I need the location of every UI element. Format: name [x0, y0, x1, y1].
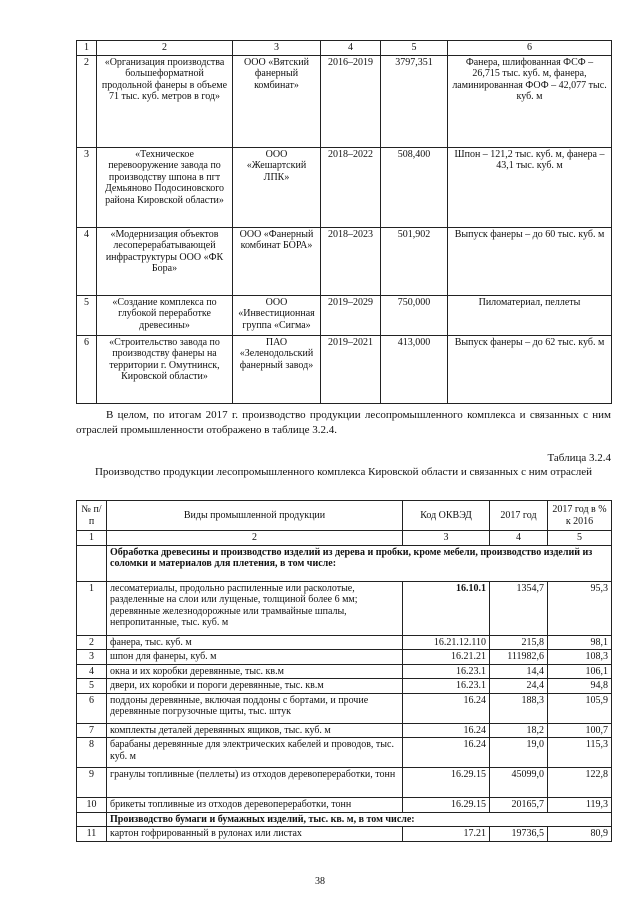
table-row	[77, 147, 612, 227]
header-cell: Виды промышленной продукции	[107, 501, 403, 531]
project-years: 2018–2022	[321, 147, 381, 227]
project-name: «Строительство завода по производству фанеры на территории г. Омутнинск, Кировской области»	[97, 335, 233, 403]
value-2017: 1354,7	[490, 581, 548, 635]
okved-code: 16.29.15	[403, 798, 490, 813]
row-number: 2	[77, 635, 107, 650]
okved-code: 16.23.1	[403, 664, 490, 679]
project-investor: ООО «Вятский фанерный комбинат»	[233, 55, 321, 147]
projects-table-header	[77, 41, 612, 56]
production-table-header	[77, 501, 612, 531]
product-name: брикеты топливные из отходов деревопереработки, тонн	[107, 798, 403, 813]
project-amount: 413,000	[381, 335, 448, 403]
project-years: 2018–2023	[321, 227, 381, 295]
okved-code: 16.21.12.110	[403, 635, 490, 650]
header-cell: 2017 год	[490, 501, 548, 531]
project-investor: ООО «Жешартский ЛПК»	[233, 147, 321, 227]
row-number: 7	[77, 723, 107, 738]
table-row	[77, 723, 612, 738]
project-amount: 501,902	[381, 227, 448, 295]
value-2017: 24,4	[490, 679, 548, 694]
header-cell: 3	[403, 531, 490, 546]
value-2017: 19,0	[490, 738, 548, 768]
project-name: «Организация производства большеформатной продольной фанеры в объеме 71 тыс. куб. метров в год»	[97, 55, 233, 147]
project-investor: ПАО «Зеленодольский фанерный завод»	[233, 335, 321, 403]
table-row	[77, 581, 612, 635]
product-name: фанера, тыс. куб. м	[107, 635, 403, 650]
table-row	[77, 798, 612, 813]
header-cell: 2	[107, 531, 403, 546]
product-name: картон гофрированный в рулонах или листах	[107, 827, 403, 842]
row-number: 6	[77, 693, 107, 723]
product-name: поддоны деревянные, включая поддоны с бортами, и прочие деревянные погрузочные щиты, тыс. штук	[107, 693, 403, 723]
product-name: двери, их коробки и пороги деревянные, тыс. кв.м	[107, 679, 403, 694]
okved-code: 16.21.21	[403, 650, 490, 665]
table-label: Таблица 3.2.4	[547, 452, 611, 464]
value-2017: 215,8	[490, 635, 548, 650]
okved-code: 16.29.15	[403, 768, 490, 798]
percent-2016: 119,3	[548, 798, 612, 813]
table-row	[77, 827, 612, 842]
okved-code: 16.24	[403, 738, 490, 768]
section-row	[77, 545, 612, 581]
header-cell: 6	[448, 41, 612, 56]
table-row	[77, 664, 612, 679]
project-output: Фанера, шлифованная ФСФ – 26,715 тыс. куб. м, фанера, ламинированная ФОФ – 42,077 тыс. куб. м	[448, 55, 612, 147]
table-row	[77, 679, 612, 694]
percent-2016: 105,9	[548, 693, 612, 723]
header-cell: 4	[490, 531, 548, 546]
production-table	[76, 500, 612, 842]
section-title: Обработка древесины и производство изделий из дерева и пробки, кроме мебели, производство изделий из соломки и материалов для плетения, в том числе:	[107, 545, 612, 581]
product-name: барабаны деревянные для электрических кабелей и проводов, тыс. куб. м	[107, 738, 403, 768]
project-amount: 3797,351	[381, 55, 448, 147]
percent-2016: 106,1	[548, 664, 612, 679]
row-number: 11	[77, 827, 107, 842]
product-name: шпон для фанеры, куб. м	[107, 650, 403, 665]
percent-2016: 115,3	[548, 738, 612, 768]
percent-2016: 100,7	[548, 723, 612, 738]
section-title: Производство бумаги и бумажных изделий, тыс. кв. м, в том числе:	[107, 812, 612, 827]
table-row	[77, 738, 612, 768]
project-name: «Техническое перевооружение завода по производству шпона в пгт Демьяново Подосиновского района Кировской области»	[97, 147, 233, 227]
table-row	[77, 55, 612, 147]
okved-code: 16.24	[403, 723, 490, 738]
value-2017: 19736,5	[490, 827, 548, 842]
row-number: 4	[77, 227, 97, 295]
row-number: 8	[77, 738, 107, 768]
row-number: 5	[77, 295, 97, 335]
table-row	[77, 693, 612, 723]
row-number: 10	[77, 798, 107, 813]
value-2017: 45099,0	[490, 768, 548, 798]
page-number: 38	[315, 876, 325, 887]
table-row	[77, 768, 612, 798]
product-name: комплекты деталей деревянных ящиков, тыс. куб. м	[107, 723, 403, 738]
table-row	[77, 295, 612, 335]
percent-2016: 95,3	[548, 581, 612, 635]
table-row	[77, 635, 612, 650]
table-title: Производство продукции лесопромышленного комплекса Кировской области и связанных с ним отраслей	[94, 466, 593, 478]
value-2017: 20165,7	[490, 798, 548, 813]
header-cell: 2017 год в % к 2016	[548, 501, 612, 531]
header-cell: 1	[77, 531, 107, 546]
table-row	[77, 227, 612, 295]
header-cell: 2	[97, 41, 233, 56]
okved-code: 16.10.1	[403, 581, 490, 635]
project-investor: ООО «Инвестиционная группа «Сигма»	[233, 295, 321, 335]
percent-2016: 94,8	[548, 679, 612, 694]
project-name: «Создание комплекса по глубокой переработке древесины»	[97, 295, 233, 335]
body-paragraph: В целом, по итогам 2017 г. производство продукции лесопромышленного комплекса и связанных с ним отраслей промышленности отображено в таблице 3.2.4.	[76, 409, 611, 436]
project-amount: 508,400	[381, 147, 448, 227]
column-number-row	[77, 531, 612, 546]
project-amount: 750,000	[381, 295, 448, 335]
header-cell: 3	[233, 41, 321, 56]
product-name: гранулы топливные (пеллеты) из отходов деревопереработки, тонн	[107, 768, 403, 798]
project-years: 2016–2019	[321, 55, 381, 147]
project-years: 2019–2029	[321, 295, 381, 335]
header-cell: 5	[381, 41, 448, 56]
value-2017: 111982,6	[490, 650, 548, 665]
okved-code: 16.23.1	[403, 679, 490, 694]
okved-code: 17.21	[403, 827, 490, 842]
project-investor: ООО «Фанерный комбинат БОРА»	[233, 227, 321, 295]
percent-2016: 122,8	[548, 768, 612, 798]
project-years: 2019–2021	[321, 335, 381, 403]
header-cell: 5	[548, 531, 612, 546]
product-name: окна и их коробки деревянные, тыс. кв.м	[107, 664, 403, 679]
percent-2016: 98,1	[548, 635, 612, 650]
row-number: 1	[77, 581, 107, 635]
projects-table	[76, 40, 612, 404]
row-number: 2	[77, 55, 97, 147]
header-cell: Код ОКВЭД	[403, 501, 490, 531]
percent-2016: 108,3	[548, 650, 612, 665]
row-number: 9	[77, 768, 107, 798]
project-output: Шпон – 121,2 тыс. куб. м, фанера – 43,1 тыс. куб. м	[448, 147, 612, 227]
section-row	[77, 812, 612, 827]
table-row	[77, 650, 612, 665]
value-2017: 188,3	[490, 693, 548, 723]
value-2017: 18,2	[490, 723, 548, 738]
row-number: 6	[77, 335, 97, 403]
row-number: 5	[77, 679, 107, 694]
row-number: 3	[77, 650, 107, 665]
okved-code: 16.24	[403, 693, 490, 723]
project-output: Выпуск фанеры – до 60 тыс. куб. м	[448, 227, 612, 295]
table-row	[77, 335, 612, 403]
header-cell: № п/п	[77, 501, 107, 531]
project-output: Пиломатериал, пеллеты	[448, 295, 612, 335]
product-name: лесоматериалы, продольно распиленные или расколотые, разделенные на слои или лущеные, толщиной более 6 мм; деревянные железнодорожные или трамвайные шпалы, непропитанные, тыс. куб. м	[107, 581, 403, 635]
project-output: Выпуск фанеры – до 62 тыс. куб. м	[448, 335, 612, 403]
header-cell: 4	[321, 41, 381, 56]
row-number: 4	[77, 664, 107, 679]
header-cell: 1	[77, 41, 97, 56]
project-name: «Модернизация объектов лесоперерабатывающей инфраструктуры ООО «ФК Бора»	[97, 227, 233, 295]
row-number: 3	[77, 147, 97, 227]
value-2017: 14,4	[490, 664, 548, 679]
percent-2016: 80,9	[548, 827, 612, 842]
